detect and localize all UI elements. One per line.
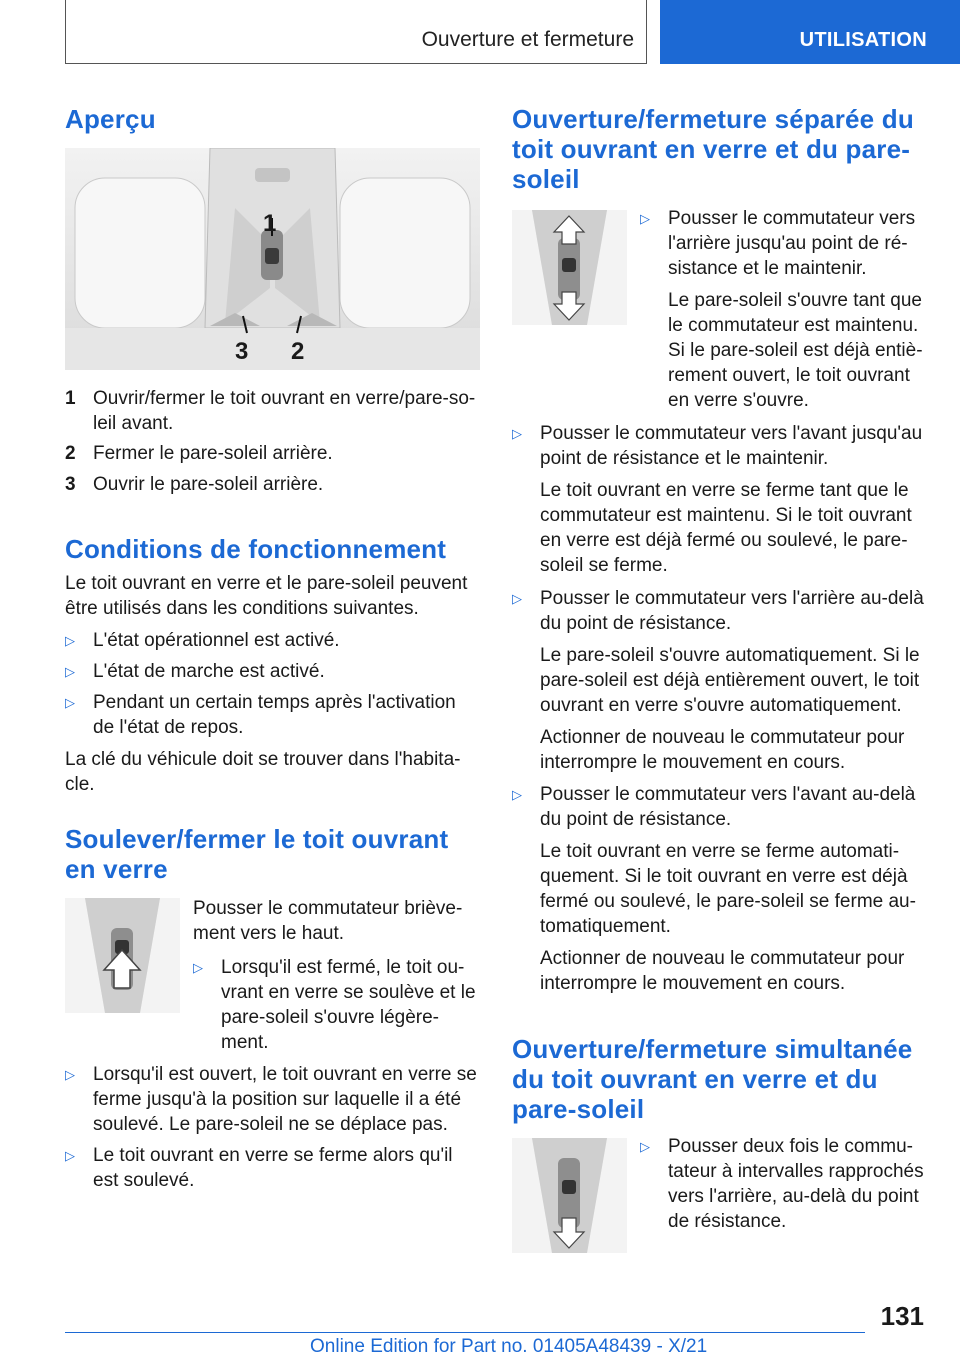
conditions-bullet-2: ▷ L'état de marche est activé. — [65, 661, 325, 682]
bullet-triangle-icon: ▷ — [65, 1067, 75, 1082]
separee-figure — [512, 210, 627, 325]
bullet-triangle-icon: ▷ — [640, 1139, 650, 1154]
conditions-bullet-1: ▷ L'état opérationnel est activé. — [65, 630, 340, 651]
soulever-figure — [65, 898, 180, 1013]
header-section-title: Ouverture et fermeture — [421, 28, 634, 51]
header-chapter-title: UTILISATION — [799, 29, 927, 51]
simultanee-figure — [512, 1138, 627, 1253]
bullet-triangle-icon: ▷ — [193, 960, 203, 975]
soulever-bullet-1: ▷ Lorsqu'il est fermé, le toit ou- vrant en verre se soulève et le pare-soleil s'ouvre légère- ment. — [193, 957, 476, 1053]
footer-edition: Online Edition for Part no. 01405A48439 - X/21 — [310, 1336, 708, 1357]
legend-text-3: Ouvrir le pare-soleil arrière. — [93, 474, 324, 495]
page-number: 131 — [880, 1301, 924, 1331]
legend-num-3: 3 — [65, 474, 76, 495]
soulever-bullet-3: ▷ Le toit ouvrant en verre se ferme alors qu'il est soulevé. — [65, 1145, 453, 1191]
figure-label-2: 2 — [291, 338, 305, 365]
conditions-intro-2: être utilisés dans les conditions suivantes. — [65, 598, 419, 619]
soulever-intro-1: Pousser le commutateur briève- — [193, 898, 463, 919]
header-chapter-box — [660, 0, 960, 64]
footer-divider — [65, 1332, 865, 1333]
bullet-triangle-icon: ▷ — [512, 426, 522, 441]
figure-label-3: 3 — [235, 338, 249, 365]
conditions-outro-1: La clé du véhicule doit se trouver dans l'habita- — [65, 749, 461, 770]
separee-bullet-3: ▷ Pousser le commutateur vers l'arrière au-delà du point de résistance. Le pare-soleil s'ouvre automatiquement. Si le pare-soleil est déjà entièrement ouvert, le toit ouvrant en verre s'ouvre automatiquement. Actionner de nouveau le commutateur pour interrompre le mouvement en cours. — [512, 588, 924, 773]
simultanee-heading-2: du toit ouvrant en verre et du — [512, 1064, 878, 1094]
apercu-figure — [65, 148, 480, 370]
bullet-triangle-icon: ▷ — [640, 211, 650, 226]
soulever-heading-2: en verre — [65, 854, 168, 884]
conditions-heading: Conditions de fonctionnement — [65, 534, 447, 564]
separee-bullet-4: ▷ Pousser le commutateur vers l'avant au-delà du point de résistance. Le toit ouvrant en verre se ferme automati- quement. Si le toit ouvrant en verre est déjà fermé ou soulevé, le pare-soleil se ferme au- tomatiquement. Actionner de nouveau le commutateur pour interrompre le mouvement en cours. — [512, 784, 916, 994]
soulever-bullet-2: ▷ Lorsqu'il est ouvert, le toit ouvrant en verre se ferme jusqu'à la position sur laquelle il a été soulevé. Le pare-soleil ne se déplace pas. — [65, 1064, 477, 1135]
legend-num-2: 2 — [65, 443, 76, 464]
bullet-triangle-icon: ▷ — [65, 633, 75, 648]
simultanee-bullet-1: ▷ Pousser deux fois le commu- tateur à intervalles rapprochés vers l'arrière, au-delà du point de résistance. — [640, 1136, 924, 1232]
bullet-triangle-icon: ▷ — [65, 664, 75, 679]
soulever-intro-2: ment vers le haut. — [193, 923, 345, 944]
apercu-heading: Aperçu — [65, 104, 156, 134]
simultanee-heading-3: pare-soleil — [512, 1094, 645, 1124]
separee-heading-3: soleil — [512, 164, 580, 194]
legend-num-1: 1 — [65, 388, 76, 409]
separee-heading-2: toit ouvrant en verre et du pare- — [512, 134, 911, 164]
legend-text-1b: leil avant. — [93, 413, 174, 434]
soulever-heading-1: Soulever/fermer le toit ouvrant — [65, 824, 449, 854]
bullet-triangle-icon: ▷ — [512, 787, 522, 802]
separee-bullet-2: ▷ Pousser le commutateur vers l'avant jusqu'au point de résistance et le maintenir. Le toit ouvrant en verre se ferme tant que le commutateur est maintenu. Si le toit ouvrant en verre est déjà fermé ou soulevé, le pare- soleil se ferme. — [512, 423, 923, 576]
simultanee-heading-1: Ouverture/fermeture simultanée — [512, 1034, 913, 1064]
separee-bullet-1: ▷ Pousser le commutateur vers l'arrière jusqu'au point de ré- sistance et le maintenir. Le pare-soleil s'ouvre tant que le commutateur est maintenu. Si le pare-soleil est déjà entiè- rement ouvert, le toit ouvrant en verre s'ouvre. — [640, 208, 923, 411]
separee-heading-1: Ouverture/fermeture séparée du — [512, 104, 914, 134]
conditions-outro-2: cle. — [65, 774, 95, 795]
header-section-box — [65, 0, 647, 64]
figure-label-1: 1 — [263, 210, 277, 237]
legend-text-2: Fermer le pare-soleil arrière. — [93, 443, 333, 464]
conditions-bullet-3: ▷ Pendant un certain temps après l'activation de l'état de repos. — [65, 692, 456, 738]
bullet-triangle-icon: ▷ — [512, 591, 522, 606]
legend-text-1a: Ouvrir/fermer le toit ouvrant en verre/pare-so- — [93, 388, 476, 409]
conditions-intro-1: Le toit ouvrant en verre et le pare-soleil peuvent — [65, 573, 468, 594]
bullet-triangle-icon: ▷ — [65, 1148, 75, 1163]
bullet-triangle-icon: ▷ — [65, 695, 75, 710]
